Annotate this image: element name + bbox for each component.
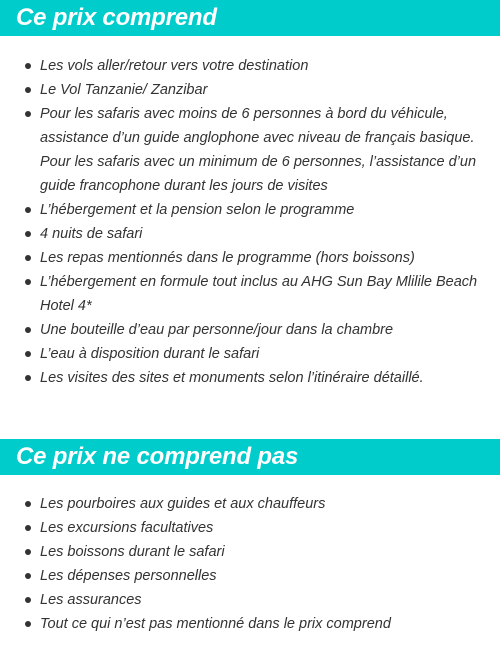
bullet-icon: [25, 231, 31, 237]
bullet-icon: [25, 207, 31, 213]
bullet-icon: [25, 111, 31, 117]
bullet-icon: [25, 63, 31, 69]
bullet-icon: [25, 597, 31, 603]
list-item-text: Les vols aller/retour vers votre destination: [40, 58, 309, 74]
bullet-icon: [25, 375, 31, 381]
includes-title: Ce prix comprend: [16, 4, 217, 31]
list-item-text: Les repas mentionnés dans le programme (hors boissons): [40, 250, 415, 266]
list-item: [0, 342, 500, 366]
bullet-icon: [25, 573, 31, 579]
list-item-text: Les assurances: [40, 592, 142, 608]
list-item: [0, 540, 500, 564]
list-item-text: L’hébergement et la pension selon le programme: [40, 202, 355, 218]
list-item-text: Les dépenses personnelles: [40, 568, 217, 584]
bullet-icon: [25, 501, 31, 507]
bullet-icon: [25, 279, 31, 285]
excludes-title: Ce prix ne comprend pas: [16, 443, 299, 470]
list-item: [0, 318, 500, 342]
list-item-text: Une bouteille d’eau par personne/jour dans la chambre: [40, 322, 394, 338]
list-item: [0, 588, 500, 612]
list-item: [0, 366, 500, 390]
list-item: [0, 564, 500, 588]
list-item-text: Pour les safaris avec moins de 6 personnes à bord du véhicule, assistance d’un guide anglophone avec niveau de français basique. Pour les safaris avec un minimum de 6 personnes, l’assistance d’un guide francophone durant les jours de visites: [40, 106, 477, 194]
list-item: [0, 516, 500, 540]
list-item-text: Les pourboires aux guides et aux chauffeurs: [40, 496, 326, 512]
list-item-text: L’hébergement en formule tout inclus au AHG Sun Bay Mlilile Beach Hotel 4*: [40, 274, 478, 314]
bullet-icon: [25, 255, 31, 261]
bullet-icon: [25, 549, 31, 555]
bullet-icon: [25, 327, 31, 333]
list-item-text: L’eau à disposition durant le safari: [40, 346, 260, 362]
includes-section-header: [0, 0, 500, 36]
list-item-text: Les boissons durant le safari: [40, 544, 225, 560]
list-item-text: Les excursions facultatives: [40, 520, 214, 536]
list-item-text: 4 nuits de safari: [40, 226, 143, 242]
bullet-icon: [25, 621, 31, 627]
list-item: [0, 246, 500, 270]
bullet-icon: [25, 351, 31, 357]
list-item: [0, 198, 500, 222]
list-item: [0, 492, 500, 516]
list-item-text: Tout ce qui n’est pas mentionné dans le prix comprend: [40, 616, 391, 632]
list-item: [0, 102, 500, 198]
excludes-section-header: [0, 439, 500, 475]
list-item: [0, 612, 500, 636]
list-item-text: Les visites des sites et monuments selon l’itinéraire détaillé.: [40, 370, 424, 386]
list-item-text: Le Vol Tanzanie/ Zanzibar: [40, 82, 208, 98]
excludes-list: [0, 492, 500, 636]
bullet-icon: [25, 87, 31, 93]
list-item: [0, 270, 500, 318]
bullet-icon: [25, 525, 31, 531]
includes-list: [0, 54, 500, 390]
list-item: [0, 54, 500, 78]
list-item: [0, 78, 500, 102]
list-item: [0, 222, 500, 246]
